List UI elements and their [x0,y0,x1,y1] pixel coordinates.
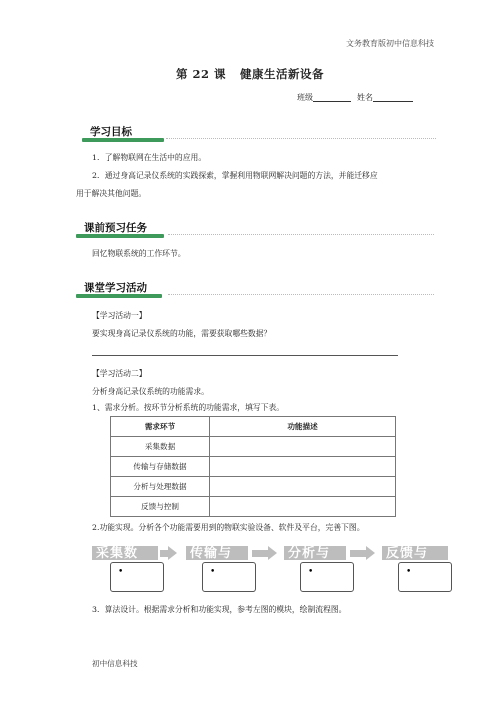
flow-step-transmit: 传输与 [186,546,248,560]
table-header-row [111,417,396,437]
requirements-table [110,416,396,517]
lesson-number: 第 22 课 [175,67,226,81]
section-goals-title: 学习目标 [90,126,132,138]
activity2-step2: 2.功能实现。分析各个功能需要用到的物联实验设备、软件及平台，完善下图。 [92,523,365,532]
activity2-step3: 3．算法设计。根据需求分析和功能实现，参考左图的模块，绘制流程图。 [92,605,347,614]
table-header-cell: 需求环节 [111,417,210,437]
table-cell-description[interactable] [210,437,396,457]
table-row [111,437,396,457]
student-info [297,92,413,103]
bullet-icon: • [406,567,412,577]
activity2-intro: 分析身高记录仪系统的功能需求。 [92,387,209,396]
arrow-right-icon [268,546,277,560]
flow-arrow-shaft [160,550,168,557]
table-cell-description[interactable] [210,457,396,477]
flow-step-collect: 采集数 [92,546,158,560]
table-cell-stage: 传输与存储数据 [111,457,210,477]
flow-step-feedback: 反馈与 [382,546,448,560]
flow-step-analyze: 分析与 [284,546,346,560]
section-activities-title: 课堂学习活动 [84,282,147,294]
goal-item-2: 2．通过身高记录仪系统的实践探索，掌握利用物联网解决问题的方法，并能迁移应 [92,171,378,180]
answer-line[interactable] [92,355,398,356]
page-footer: 初中信息科技 [92,659,138,668]
name-blank[interactable] [373,93,413,102]
goal-item-2-cont: 用于解决其他问题。 [76,189,147,198]
bullet-icon: • [210,567,216,577]
section-divider [166,138,436,139]
lesson-name: 健康生活新设备 [240,67,324,81]
flow-arrow-shaft [350,550,366,557]
section-divider [168,234,434,235]
table-row [111,497,396,517]
flow-card-feedback[interactable] [398,562,452,592]
class-blank[interactable] [313,93,351,102]
table-row [111,477,396,497]
document-source: 文务教育版初中信息科技 [346,39,434,48]
table-row [111,457,396,477]
preview-text: 回忆物联系统的工作环节。 [92,249,186,258]
flow-card-transmit[interactable] [202,562,256,592]
flow-card-analyze[interactable] [300,562,354,592]
activity2-step1: 1、需求分析。按环节分析系统的功能需求，填写下表。 [92,403,285,412]
section-activities-heading [76,280,153,295]
heading-accent-bar [76,294,162,298]
table-header-cell: 功能描述 [210,417,396,437]
bullet-icon: • [118,567,124,577]
section-goals-heading [82,124,138,139]
goal-item-1: 1．了解物联网在生活中的应用。 [92,153,207,162]
section-preview-title: 课前预习任务 [84,222,147,234]
activity2-label: 【学习活动二】 [92,369,147,378]
name-label: 姓名 [357,93,373,102]
class-label: 班级 [297,93,313,102]
activity1-question: 要实现身高记录仪系统的功能，需要获取哪些数据？ [92,329,272,338]
table-cell-description[interactable] [210,477,396,497]
table-cell-stage: 采集数据 [111,437,210,457]
arrow-right-icon [366,546,375,560]
heading-accent-bar [76,234,164,238]
arrow-right-icon [168,546,177,560]
heading-accent-bar [82,138,164,142]
table-cell-description[interactable] [210,497,396,517]
table-cell-stage: 反馈与控制 [111,497,210,517]
flow-arrow-shaft [252,550,268,557]
table-cell-stage: 分析与处理数据 [111,477,210,497]
activity1-label: 【学习活动一】 [92,311,147,320]
flow-card-collect[interactable] [110,562,164,592]
section-preview-heading [76,220,153,235]
bullet-icon: • [308,567,314,577]
section-divider [168,294,434,295]
function-flow-diagram [92,546,472,592]
page-title [0,66,500,82]
